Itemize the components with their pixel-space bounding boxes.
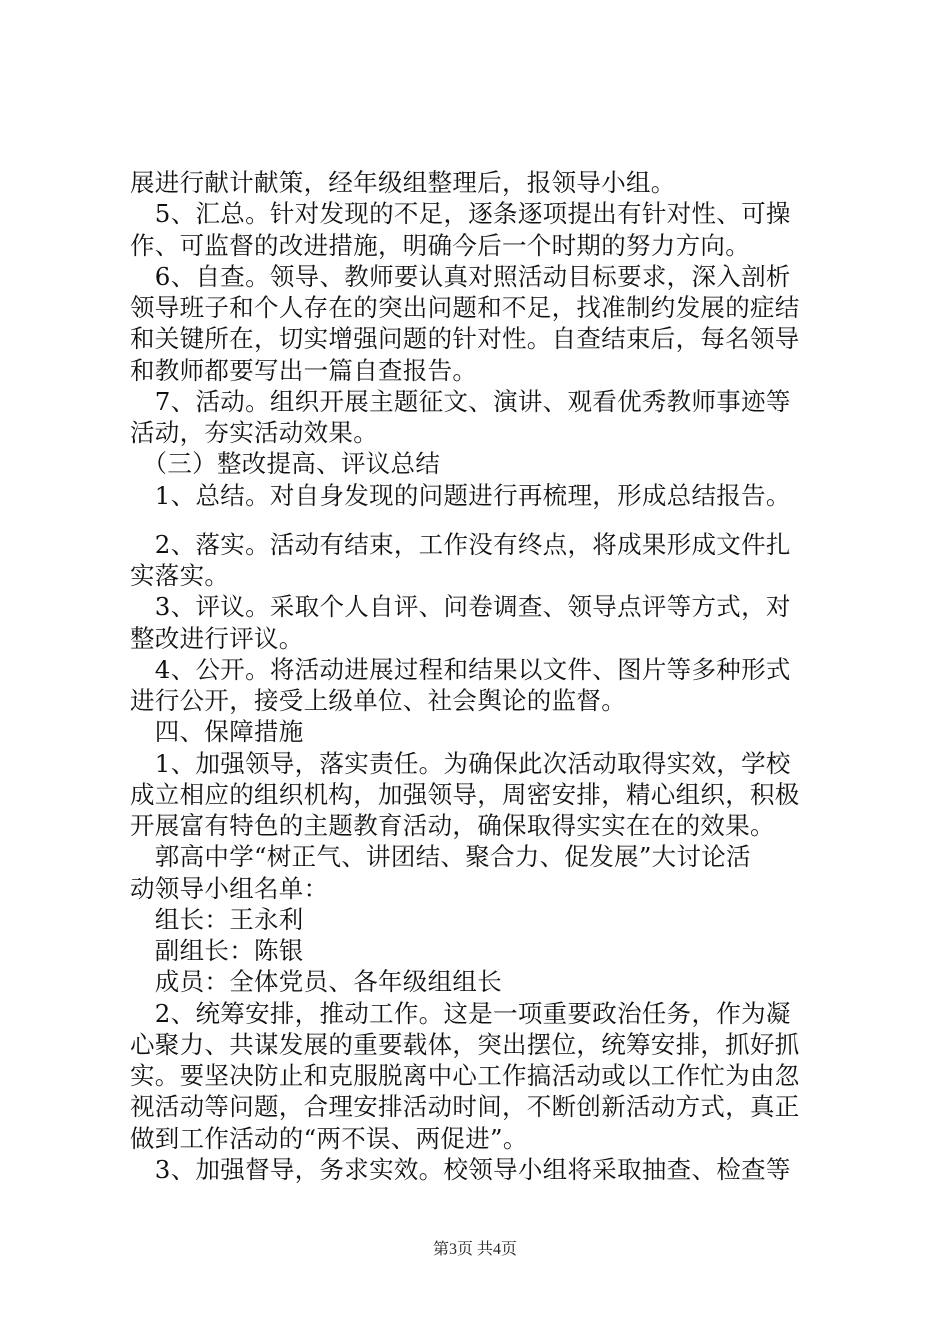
paragraph-line: 1、总结。对自身发现的问题进行再梳理，形成总结报告。 (130, 481, 791, 510)
paragraph-line: 和教师都要写出一篇自查报告。 (130, 356, 478, 385)
paragraph-line: 郭高中学“树正气、讲团结、聚合力、促发展”大讨论活 (130, 842, 751, 871)
paragraph-line: 开展富有特色的主题教育活动，确保取得实实在在的效果。 (130, 811, 775, 840)
paragraph-line: 进行公开，接受上级单位、社会舆论的监督。 (130, 686, 626, 715)
paragraph-line: 四、保障措施 (130, 717, 304, 746)
paragraph-line: （三）整改提高、评议总结 (130, 449, 441, 478)
paragraph-line: 4、公开。将活动进展过程和结果以文件、图片等多种形式 (130, 655, 791, 684)
paragraph-line: 和关键所在，切实增强问题的针对性。自查结束后，每名领导 (130, 324, 800, 353)
paragraph-line: 1、加强领导，落实责任。为确保此次活动取得实效，学校 (130, 749, 791, 778)
paragraph-line: 成立相应的组织机构，加强领导，周密安排，精心组织，积极 (130, 780, 800, 809)
paragraph-line: 实落实。 (130, 561, 230, 590)
paragraph-line: 副组长：陈银 (130, 936, 304, 965)
paragraph-line: 做到工作活动的“两不误、两促进”。 (130, 1124, 528, 1153)
paragraph-line: 6、自查。领导、教师要认真对照活动目标要求，深入剖析 (130, 262, 791, 291)
paragraph-line: 5、汇总。针对发现的不足，逐条逐项提出有针对性、可操 (130, 199, 791, 228)
paragraph-line: 作、可监督的改进措施，明确今后一个时期的努力方向。 (130, 231, 750, 260)
paragraph-line: 2、统筹安排，推动工作。这是一项重要政治任务，作为凝 (130, 999, 791, 1028)
paragraph-line: 展进行献计献策，经年级组整理后，报领导小组。 (130, 168, 676, 197)
paragraph-line: 心聚力、共谋发展的重要载体，突出摆位，统筹安排，抓好抓 (130, 1030, 800, 1059)
paragraph-line: 7、活动。组织开展主题征文、演讲、观看优秀教师事迹等 (130, 387, 791, 416)
paragraph-line: 组长：王永利 (130, 905, 304, 934)
paragraph-line: 动领导小组名单： (130, 874, 329, 903)
paragraph-line: 成员：全体党员、各年级组组长 (130, 967, 502, 996)
paragraph-line: 3、评议。采取个人自评、问卷调查、领导点评等方式，对 (130, 592, 791, 621)
page-footer: 第3页 共4页 (432, 1241, 517, 1258)
paragraph-line: 领导班子和个人存在的突出问题和不足，找准制约发展的症结 (130, 293, 800, 322)
paragraph-line: 2、落实。活动有结束，工作没有终点，将成果形成文件扎 (130, 530, 791, 559)
paragraph-line: 整改进行评议。 (130, 624, 304, 653)
paragraph-line: 实。要坚决防止和克服脱离中心工作搞活动或以工作忙为由忽 (130, 1061, 800, 1090)
paragraph-line: 活动，夯实活动效果。 (130, 418, 378, 447)
paragraph-line: 视活动等问题，合理安排活动时间，不断创新活动方式，真正 (130, 1092, 800, 1121)
paragraph-line: 3、加强督导，务求实效。校领导小组将采取抽查、检查等 (130, 1155, 791, 1184)
